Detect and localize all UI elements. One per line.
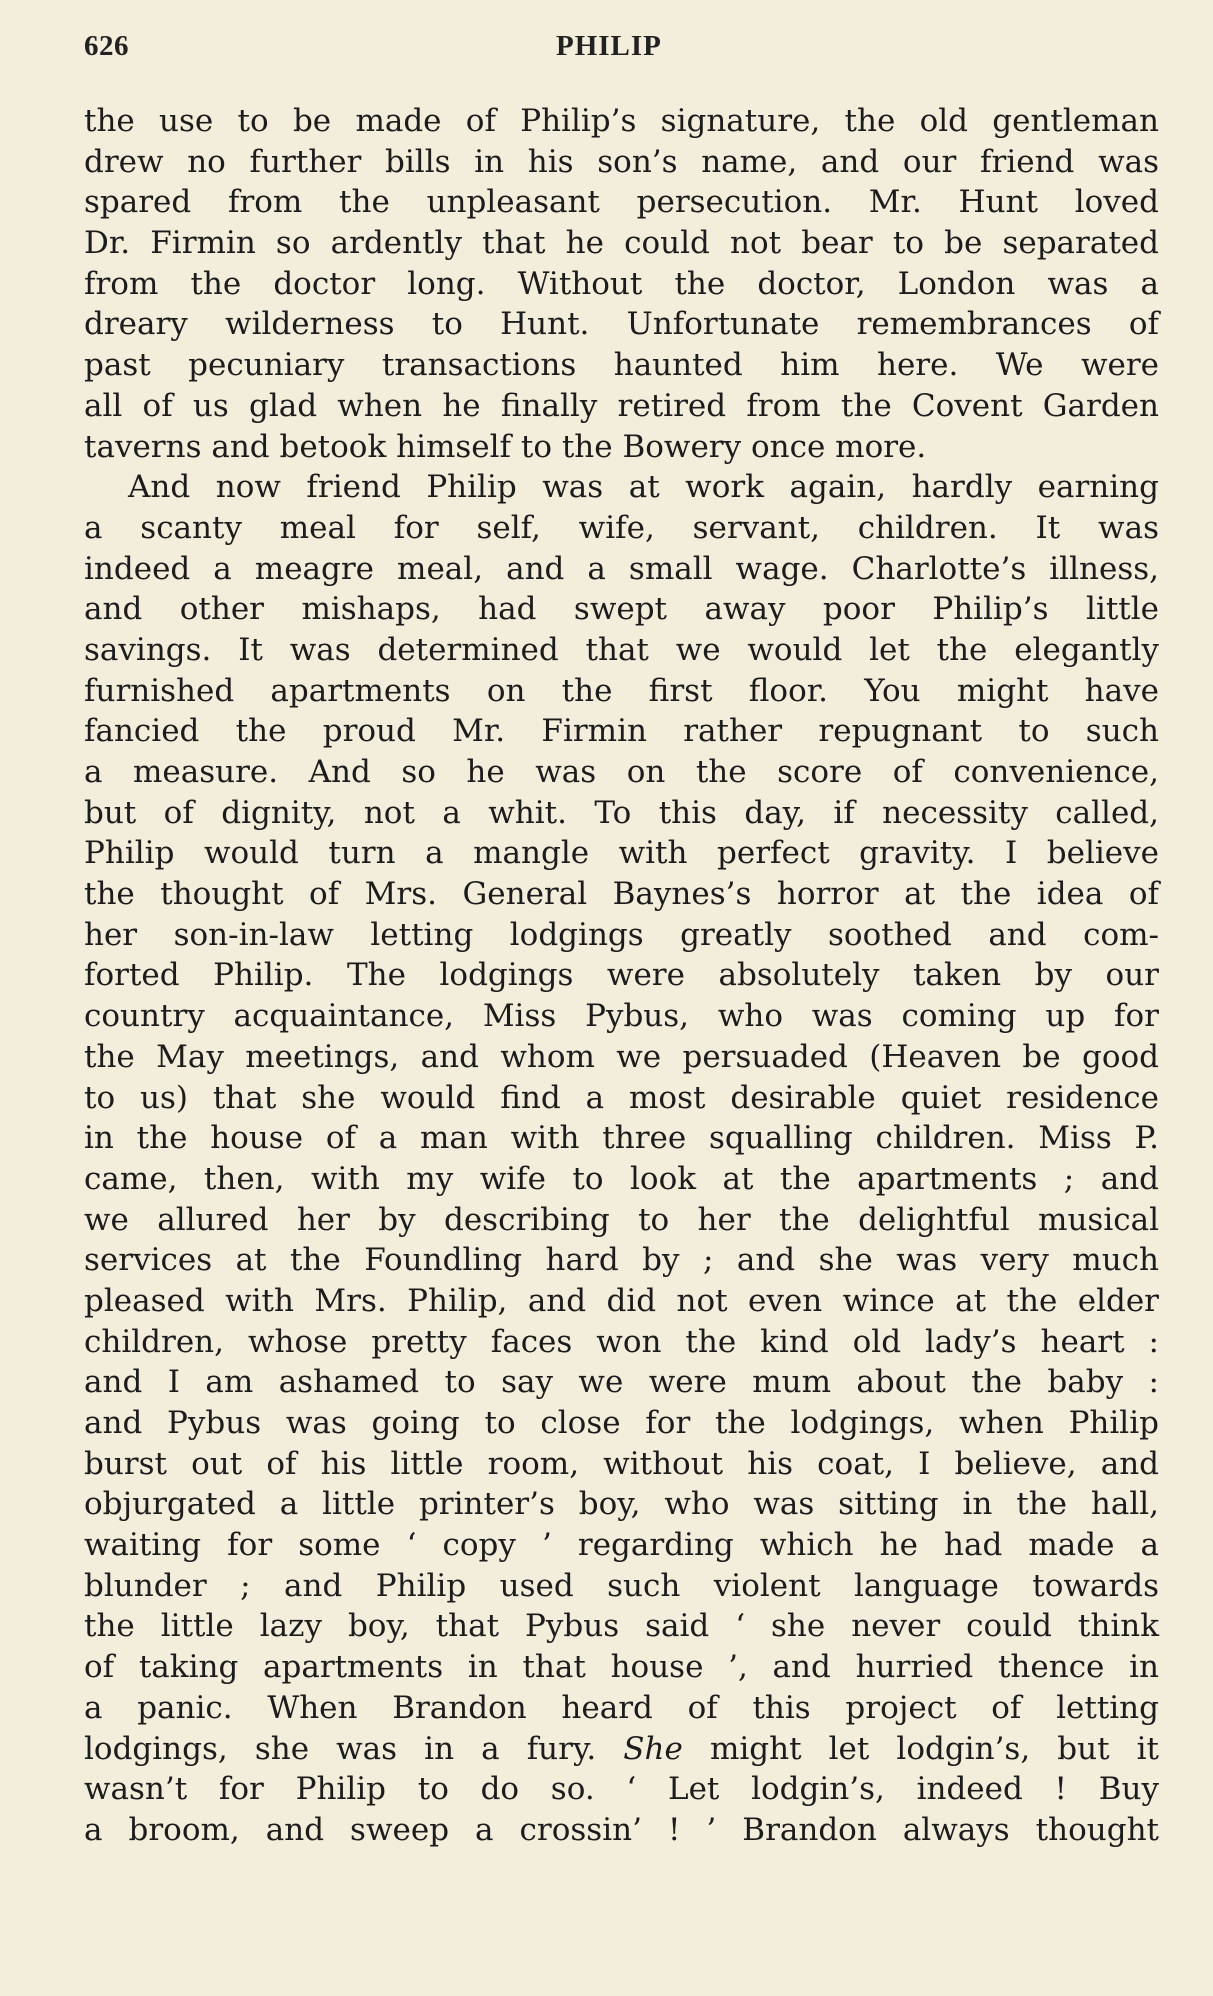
text-line: but of dignity, not a whit. To this day, if necessity called,	[84, 794, 1159, 831]
text-line: a scanty meal for self, wife, servant, children. It was	[84, 509, 1159, 546]
text-line: burst out of his little room, without his coat, I believe, and	[84, 1445, 1159, 1482]
text-line: of taking apartments in that house ’, and hurried thence in	[84, 1649, 1159, 1686]
text-line: the little lazy boy, that Pybus said ‘ she never could think	[84, 1608, 1159, 1645]
page-header	[84, 30, 1130, 74]
text-line: past pecuniary transactions haunted him here. We were	[84, 347, 1159, 384]
text-line: to us) that she would find a most desirable quiet residence	[84, 1079, 1159, 1116]
text-line: Dr. Firmin so ardently that he could not bear to be separated	[84, 225, 1159, 262]
text-line: from the doctor long. Without the doctor, London was a	[84, 265, 1159, 302]
text-line: services at the Foundling hard by ; and she was very much	[84, 1242, 1159, 1279]
text-line: Philip would turn a mangle with perfect gravity. I believe	[84, 835, 1159, 872]
text-line: all of us glad when he finally retired from the Covent Garden	[84, 387, 1159, 424]
text-line: children, whose pretty faces won the kind old lady’s heart :	[84, 1323, 1159, 1360]
running-title: PHILIP	[556, 30, 662, 62]
text-line: fancied the proud Mr. Firmin rather repugnant to such	[84, 713, 1159, 750]
text-line: and I am ashamed to say we were mum about the baby :	[84, 1364, 1159, 1401]
text-line: wasn’t for Philip to do so. ‘ Let lodgin’s, indeed ! Buy	[84, 1771, 1159, 1808]
text-line: country acquaintance, Miss Pybus, who was coming up for	[84, 998, 1159, 1035]
text-line: her son-in-law letting lodgings greatly soothed and com-	[84, 916, 1159, 953]
text-line: and Pybus was going to close for the lodgings, when Philip	[84, 1405, 1159, 1441]
text-line: came, then, with my wife to look at the apartments ; and	[84, 1160, 1159, 1197]
text-line: a panic. When Brandon heard of this project of letting	[84, 1689, 1159, 1726]
body-text	[84, 101, 1159, 1851]
text-line: pleased with Mrs. Philip, and did not even wince at the elder	[84, 1282, 1159, 1319]
text-line: taverns and betook himself to the Bowery once more.	[84, 428, 927, 465]
text-line: furnished apartments on the first floor. You might have	[84, 672, 1159, 709]
text-line: in the house of a man with three squalling children. Miss P.	[84, 1120, 1159, 1157]
text-line: the use to be made of Philip’s signature, the old gentleman	[84, 103, 1159, 139]
text-fragment: lodgings, she was in a fury.	[84, 1730, 597, 1767]
text-line: a broom, and sweep a crossin’ ! ’ Brandon always thought	[84, 1811, 1159, 1848]
text-line: blunder ; and Philip used such violent language towards	[84, 1567, 1159, 1604]
text-line-with-italic	[84, 1729, 1159, 1770]
italic-word: She	[623, 1730, 683, 1767]
text-line: spared from the unpleasant persecution. Mr. Hunt loved	[84, 184, 1159, 221]
text-line: dreary wilderness to Hunt. Unfortunate remembrances of	[84, 306, 1159, 343]
page-number: 626	[84, 30, 129, 62]
text-line: drew no further bills in his son’s name, and our friend was	[84, 143, 1159, 180]
text-line: indeed a meagre meal, and a small wage. Charlotte’s illness,	[84, 550, 1159, 587]
text-line: forted Philip. The lodgings were absolutely taken by our	[84, 957, 1159, 994]
text-line: And now friend Philip was at work again, hardly earning	[128, 469, 1159, 506]
text-line: waiting for some ‘ copy ’ regarding which he had made a	[84, 1527, 1159, 1564]
text-line: savings. It was determined that we would let the elegantly	[84, 631, 1159, 668]
text-line: the thought of Mrs. General Baynes’s horror at the idea of	[84, 876, 1159, 913]
text-line: we allured her by describing to her the delightful musical	[84, 1201, 1159, 1238]
text-line: a measure. And so he was on the score of convenience,	[84, 754, 1159, 790]
text-line: the May meetings, and whom we persuaded (Heaven be good	[84, 1038, 1159, 1075]
text-line: and other mishaps, had swept away poor Philip’s little	[84, 591, 1159, 628]
text-fragment: might let lodgin’s, but it	[709, 1730, 1159, 1767]
text-line: objurgated a little printer’s boy, who was sitting in the hall,	[84, 1486, 1159, 1523]
